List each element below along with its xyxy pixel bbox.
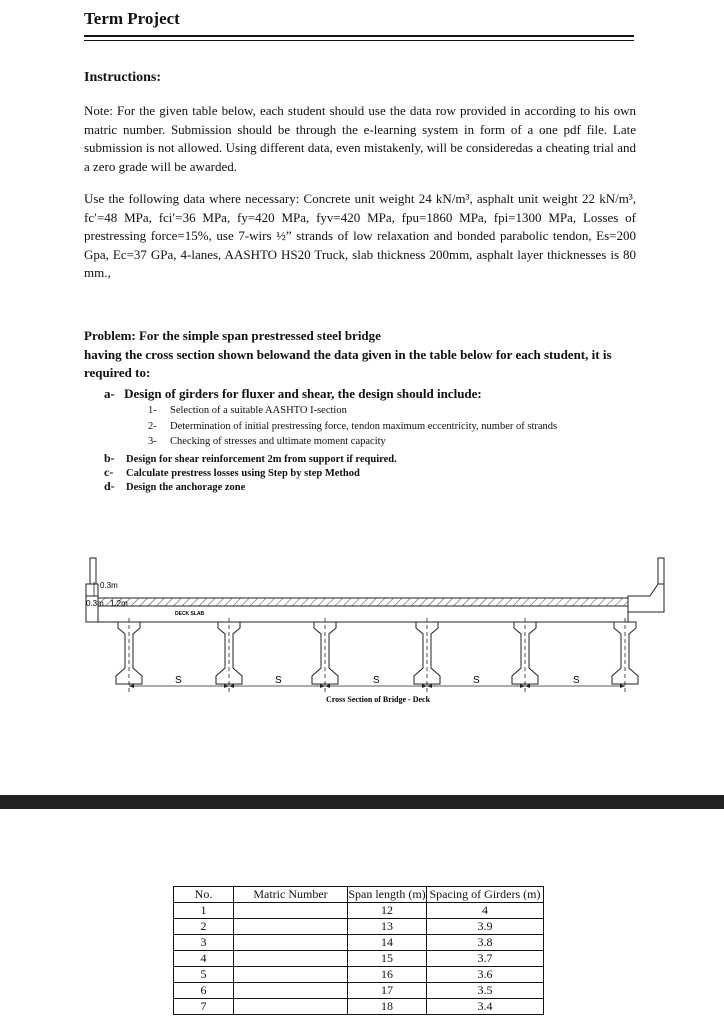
page-separator <box>0 795 724 809</box>
cell-spacing: 3.8 <box>427 935 544 951</box>
sub-item-3 <box>148 436 386 447</box>
cell-span: 15 <box>348 951 427 967</box>
page-title: Term Project <box>84 9 180 28</box>
cell-no: 1 <box>174 903 234 919</box>
cell-matric <box>234 903 348 919</box>
spacing-label-1: S <box>175 675 182 686</box>
table-row <box>174 983 544 999</box>
sub-item-2 <box>148 421 557 432</box>
cell-no: 2 <box>174 919 234 935</box>
diagram-caption: Cross Section of Bridge - Deck <box>325 695 431 704</box>
deck-slab <box>86 596 628 622</box>
instructions-heading: Instructions: <box>84 70 162 85</box>
table-row <box>174 951 544 967</box>
cell-no: 3 <box>174 935 234 951</box>
item-a-text: Design of girders for fluxer and shear, the design should include: <box>124 386 482 401</box>
cell-spacing: 3.5 <box>427 983 544 999</box>
item-b <box>104 451 397 466</box>
bridge-cross-section-diagram <box>0 550 724 710</box>
item-d-label: d- <box>104 479 115 493</box>
problem-line-1: Problem: For the simple span prestressed steel bridge <box>84 328 381 343</box>
sub-item-text: Checking of stresses and ultimate moment capacity <box>170 436 386 447</box>
cell-no: 6 <box>174 983 234 999</box>
cell-matric <box>234 935 348 951</box>
header-no: No. <box>174 887 234 903</box>
dim-overhang-label: 1.2m <box>110 599 128 608</box>
sub-item-label: 3- <box>148 436 157 447</box>
cell-spacing: 3.4 <box>427 999 544 1015</box>
item-d-text: Design the anchorage zone <box>126 482 246 493</box>
table-row <box>174 903 544 919</box>
sub-item-text: Determination of initial prestressing force, tendon maximum eccentricity, number of strands <box>170 421 558 432</box>
item-c-label: c- <box>104 465 114 479</box>
header-matric: Matric Number <box>234 887 348 903</box>
cell-span: 17 <box>348 983 427 999</box>
item-b-text: Design for shear reinforcement 2m from support if required. <box>126 454 397 465</box>
cell-spacing: 3.9 <box>427 919 544 935</box>
table-row <box>174 919 544 935</box>
title-rule-thin <box>84 40 634 41</box>
problem-statement <box>84 327 644 383</box>
girder-5 <box>512 618 538 692</box>
cell-matric <box>234 967 348 983</box>
header-spacing: Spacing of Girders (m) <box>427 887 544 903</box>
item-d <box>104 479 245 494</box>
problem-line-2: having the cross section shown belowand the data given in the table below for each student, it is required to: <box>84 346 612 380</box>
spacing-label-4: S <box>473 675 480 686</box>
cell-spacing: 3.6 <box>427 967 544 983</box>
table-header-row <box>174 887 544 903</box>
item-c-text: Calculate prestress losses using Step by step Method <box>126 468 360 479</box>
table-row <box>174 967 544 983</box>
cell-matric <box>234 999 348 1015</box>
girder-2 <box>216 618 242 692</box>
data-paragraph: Use the following data where necessary: Concrete unit weight 24 kN/m³, asphalt unit weight 22 kN/m³, fc′=48 MPa, fci′=36 MPa, fy=420 MPa, fyv=420 MPa, fpu=1860 MPa, fpi=1300 MPa, Losses of prestressing force=15%, use 7-wirs ½” strands of low relaxation and bonded parabolic tendon, Es=200 Gpa, Ec=37 GPa, 4-lanes, AASHTO HS20 Truck, slab thickness 200mm, asphalt layer thicknesses is 80 mm., <box>84 191 636 280</box>
cell-span: 16 <box>348 967 427 983</box>
deck-slab-label: DECK SLAB <box>175 611 205 617</box>
item-c <box>104 465 360 480</box>
cell-matric <box>234 919 348 935</box>
cell-matric <box>234 951 348 967</box>
table-row <box>174 999 544 1015</box>
sub-item-label: 2- <box>148 421 157 432</box>
sub-item-text: Selection of a suitable AASHTO I-section <box>170 405 347 416</box>
cell-spacing: 3.7 <box>427 951 544 967</box>
girder-1 <box>116 618 142 692</box>
girder-3 <box>312 618 338 692</box>
item-a <box>104 386 482 402</box>
dim-left-label: 0.3m <box>86 599 104 608</box>
item-a-label: a- <box>104 386 115 401</box>
left-parapet <box>86 558 98 596</box>
sub-item-1 <box>148 405 347 416</box>
right-parapet <box>628 558 664 612</box>
cell-span: 12 <box>348 903 427 919</box>
note-paragraph: Note: For the given table below, each student should use the data row provided in according to his own matric number. Submission should be through the e-learning system in form of a one pdf file. Late submission is not allowed. Using different data, even mistakenly, will be consideredas a cheating trial and a zero grade will be awarded. <box>84 103 636 174</box>
title-rule <box>84 35 634 37</box>
cell-no: 5 <box>174 967 234 983</box>
item-b-label: b- <box>104 451 115 465</box>
girder-4 <box>414 618 440 692</box>
cell-span: 18 <box>348 999 427 1015</box>
cell-no: 4 <box>174 951 234 967</box>
document-page-2 <box>0 809 724 1026</box>
cell-span: 13 <box>348 919 427 935</box>
cell-no: 7 <box>174 999 234 1015</box>
spacing-label-2: S <box>275 675 282 686</box>
sub-item-label: 1- <box>148 405 157 416</box>
table-row <box>174 935 544 951</box>
cell-spacing: 4 <box>427 903 544 919</box>
cell-span: 14 <box>348 935 427 951</box>
dim-top-label: 0.3m <box>100 581 118 590</box>
cell-matric <box>234 983 348 999</box>
girder-6 <box>612 618 638 692</box>
student-data-table <box>173 886 544 1015</box>
spacing-label-5: S <box>573 675 580 686</box>
header-span: Span length (m) <box>348 887 426 901</box>
spacing-label-3: S <box>373 675 380 686</box>
